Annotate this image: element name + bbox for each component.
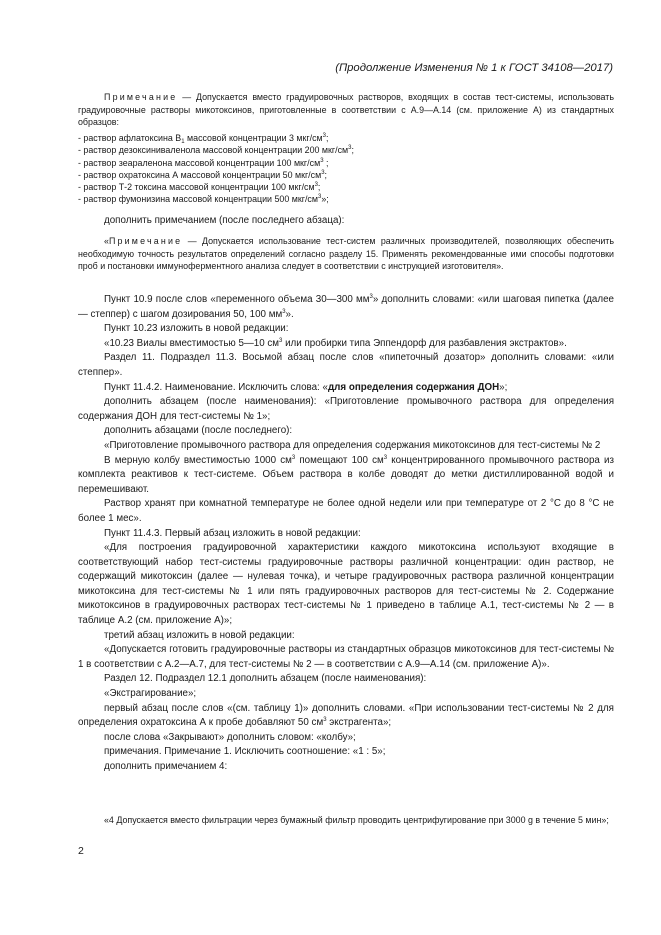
bold-phrase: для определения содержания ДОН — [327, 381, 500, 393]
paragraph: Раствор хранят при комнатной температуре не более одной недели или при температуре от 2 °С до 8 °С не более 1 мес». — [78, 498, 614, 524]
paragraph: «Экстрагирование»; — [104, 688, 197, 700]
paragraph: первый абзац после слов «(см. таблицу 1)» дополнить словами. «При использовании тест-системы № 2 для определения охратоксина А к пробе добавляют 50 $см^3$ экстрагента»; — [78, 702, 614, 729]
paragraph: «10.23 Виалы вместимостью 5—10 $см^3$ или пробирки типа Эппендорф для разбавления экстрактов». — [104, 337, 567, 349]
note-paragraph: «Примечание — Допускается использование тест-систем различных производителей, позволяющих обеспечить необходимую точность результатов определений согласно разделу 15. Применять рекомендованные ими способы подготовки проб и постановки иммуноферментного анализа следует в соответствии с инструкцией изготовителя». — [78, 236, 614, 272]
paragraph: Раздел 12. Подраздел 12.1 дополнить абзацем (после наименования): — [104, 673, 427, 685]
page-number: 2 — [78, 845, 84, 857]
main-text — [78, 293, 614, 775]
paragraph: третий абзац изложить в новой редакции: — [104, 629, 295, 641]
paragraph: Пункт 10.9 после слов «переменного объема 30—300 $мм^3$» дополнить словами: «или шаговая пипетка (далее — степпер) с шагом дозирования 50, 100 $мм^3$». — [78, 294, 614, 320]
list-item: - раствор фумонизина массовой концентрации 500 мкг/$см^3$»; — [78, 194, 329, 205]
paragraph: Пункт 10.23 изложить в новой редакции: — [104, 323, 289, 335]
list-item: - раствор Т-2 токсина массовой концентрации 100 мкг/$см^3$; — [78, 181, 321, 192]
paragraph: Раздел 11. Подраздел 11.3. Восьмой абзац после слов «пипеточный дозатор» дополнить словами: «или степпер». — [78, 352, 614, 378]
paragraph: после слова «Закрывают» дополнить словом: «колбу»; — [104, 731, 356, 743]
paragraph: Пункт 11.4.3. Первый абзац изложить в новой редакции: — [104, 527, 361, 539]
list-item: - раствор дезоксиниваленола массовой концентрации 200 мкг/$см^3$; — [78, 145, 354, 156]
note4-text: «4 Допускается вместо фильтрации через бумажный фильтр проводить центрифугирование при 3000 g в течение 5 мин»; — [104, 815, 609, 825]
page-header: (Продолжение Изменения № 1 к ГОСТ 34108—2017) — [335, 62, 613, 74]
paragraph: В мерную колбу вместимостью 1000 $см^3$ помещают 100 $см^3$ концентрированного промывочного раствора из комплекта реактивов к тест-системе. Объем раствора в колбе доводят до метки дистиллированной водой и перемешивают. — [78, 454, 614, 495]
list-item: - раствор афлатоксина $В_1$ массовой концентрации 3 мкг/$см^3$; — [78, 133, 329, 146]
paragraph: «Допускается готовить градуировочные растворы из стандартных образцов микотоксинов для тест-системы № 1 в соответствии с А.2—А.7, для тест-системы № 2 — в соответствии с А.9—А.14 (см. приложение А)». — [78, 644, 614, 670]
list-item: - раствор охратоксина А массовой концентрации 50 мкг/$см^3$; — [78, 169, 328, 180]
note-text: — Допускается использование тест-систем различных производителей, позволяющих обеспечить необходимую точность результатов определений согласно разделу 15. Применять рекомендованные ими способы подготовки проб и постановки иммуноферментного анализа следует в соответствии с инструкцией изготовителя». — [78, 236, 614, 272]
note-text: — Допускается вместо градуировочных растворов, входящих в состав тест-системы, использовать градуировочные растворы микотоксинов, приготовленные в соответствии с А.9—А.14 (см. приложение А) из стандартных образцов: — [78, 92, 614, 128]
note-block-1 — [78, 91, 614, 205]
paragraph: дополнить примечанием 4: — [104, 761, 228, 772]
paragraph: дополнить абзацами (после последнего): — [104, 425, 293, 437]
note-label: Примечание — [108, 236, 183, 246]
standard-solutions-list — [78, 132, 614, 205]
note-block-2 — [78, 235, 614, 273]
paragraph: «Приготовление промывочного раствора для определения содержания микотоксинов для тест-системы № 2 — [104, 439, 601, 451]
paragraph: дополнить абзацем (после наименования): «Приготовление промывочного раствора для определения содержания ДОН для тест-системы № 1»; — [78, 396, 614, 422]
paragraph: примечания. Примечание 1. Исключить соотношение: «1 : 5»; — [104, 746, 386, 758]
add-note-instruction: дополнить примечанием (после последнего абзаца): — [104, 215, 345, 226]
note-paragraph — [78, 91, 614, 129]
paragraph: «Для построения градуировочной характеристики каждого микотоксина используют входящие в соответствующий набор тест-системы градуировочные растворы различной концентрации: один раствор, не содержащий микотоксин (далее — нулевая точка), и четыре градуировочных раствора различной концентрации микотоксина для тест-системы № 1 или пять градуировочных растворов для тест-системы № 2. Содержание микотоксинов в градуировочных растворах тест-системы № 1 приведено в таблице А.1, тест-системы № 2 — в таблице А.2 (см. приложение А)»; — [78, 542, 614, 627]
paragraph: Пункт 11.4.2. Наименование. Исключить слова: «для определения содержания ДОН»; — [104, 381, 508, 393]
list-item: - раствор зеараленона массовой концентрации 100 мкг/$см^3$ ; — [78, 157, 329, 168]
note4-block — [78, 814, 614, 827]
note-label: Примечание — [104, 92, 178, 102]
